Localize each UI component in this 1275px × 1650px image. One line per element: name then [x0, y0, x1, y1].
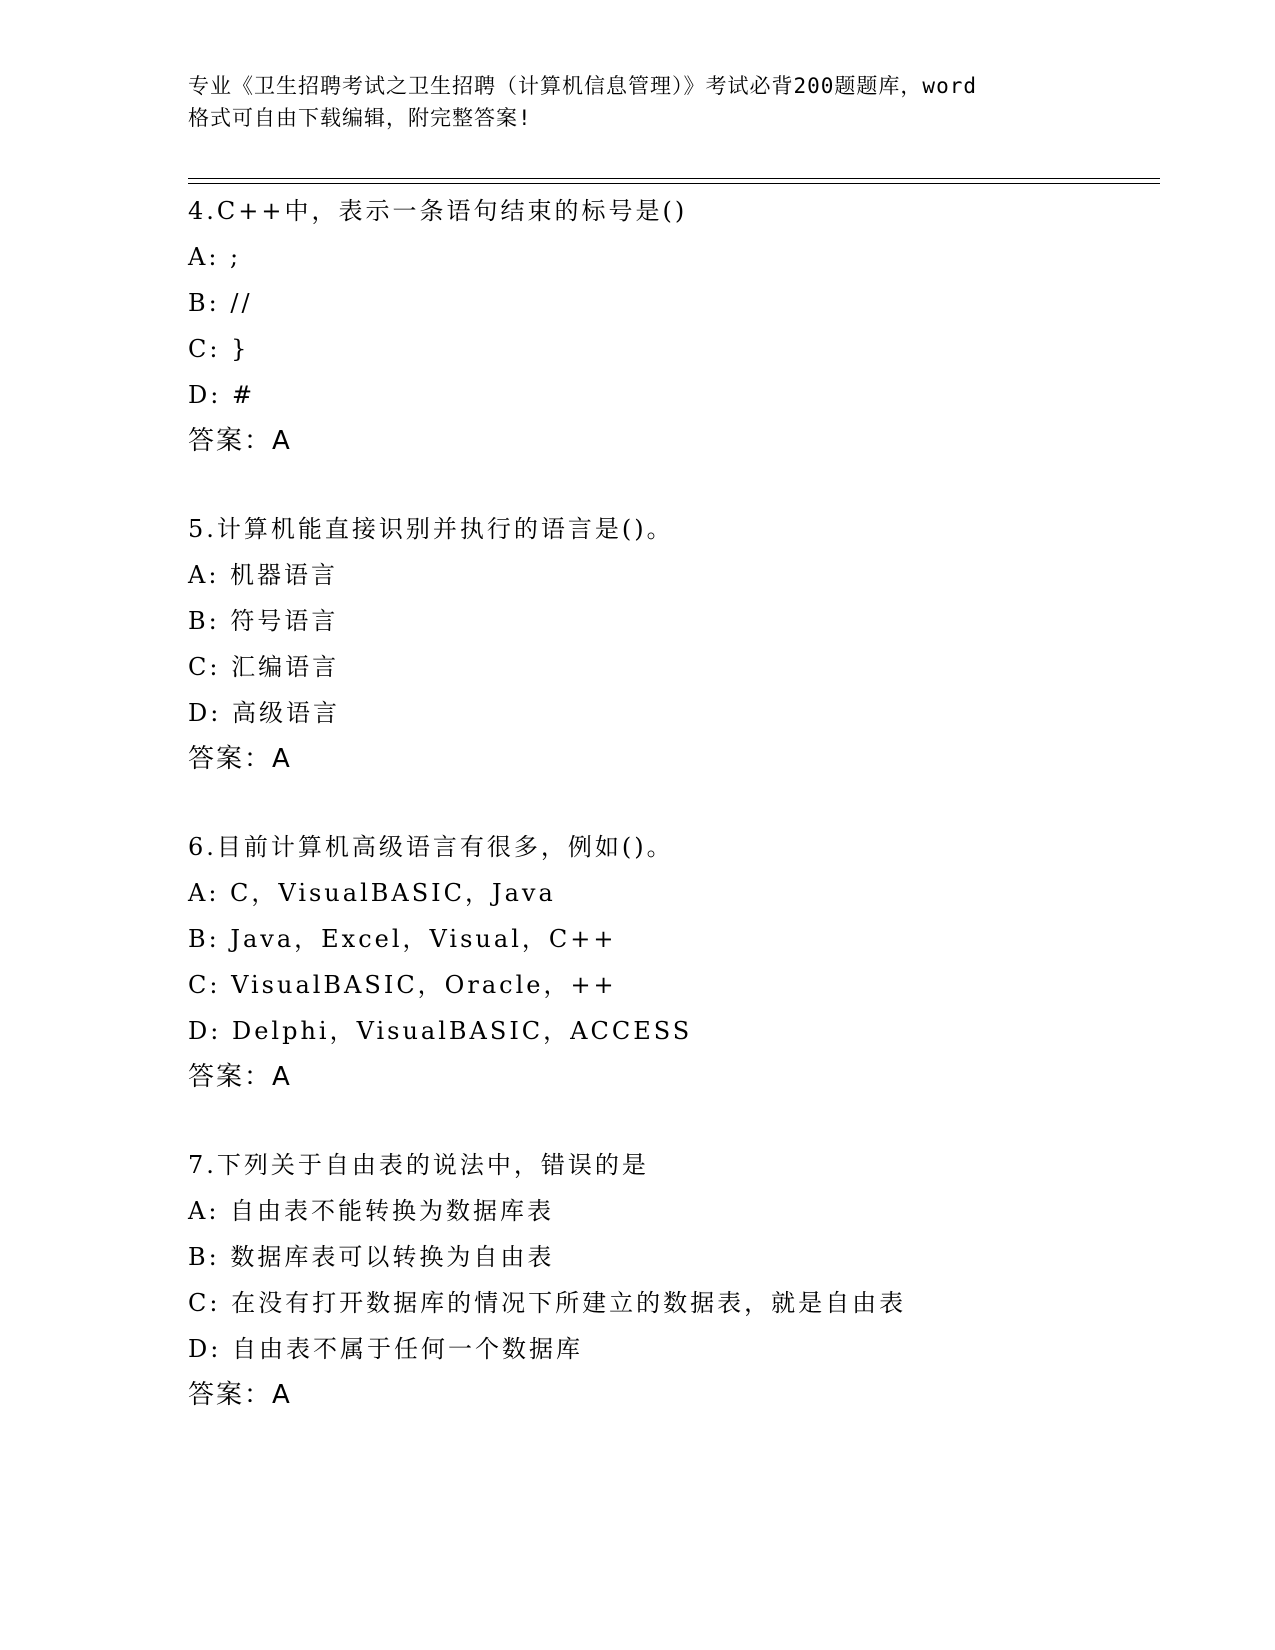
question-block	[188, 506, 1188, 782]
answer-line: 答案：A	[188, 426, 292, 456]
answer-line: 答案：A	[188, 1062, 292, 1092]
header-line-2: 格式可自由下载编辑，附完整答案!	[188, 106, 532, 130]
option-c: C: 在没有打开数据库的情况下所建立的数据表，就是自由表	[188, 1289, 907, 1317]
document-header	[188, 70, 1088, 134]
question-block	[188, 1142, 1188, 1418]
option-b: B: Java，Excel，Visual，C++	[188, 925, 617, 953]
option-b: B: 符号语言	[188, 607, 339, 635]
header-divider-bottom	[188, 183, 1160, 184]
question-block	[188, 188, 1188, 464]
question-block	[188, 824, 1188, 1100]
header-divider-top	[188, 178, 1160, 179]
answer-line: 答案：A	[188, 744, 292, 774]
option-a: A: 机器语言	[188, 561, 339, 589]
option-d: D: 自由表不属于任何一个数据库	[188, 1335, 583, 1363]
question-stem: 7.下列关于自由表的说法中，错误的是	[188, 1151, 649, 1179]
option-c: C: }	[188, 335, 250, 363]
option-a: A: ;	[188, 243, 242, 271]
option-a: A: 自由表不能转换为数据库表	[188, 1197, 555, 1225]
option-c: C: 汇编语言	[188, 653, 340, 681]
question-stem: 4.C++中，表示一条语句结束的标号是()	[188, 197, 688, 225]
option-d: D: Delphi，VisualBASIC，ACCESS	[188, 1017, 693, 1045]
option-c: C: VisualBASIC，Oracle，++	[188, 971, 617, 999]
header-line-1: 专业《卫生招聘考试之卫生招聘（计算机信息管理）》考试必背200题题库，word	[188, 74, 977, 98]
option-d: D: #	[188, 381, 256, 409]
option-b: B: //	[188, 289, 253, 317]
option-a: A: C，VisualBASIC，Java	[188, 879, 556, 907]
option-b: B: 数据库表可以转换为自由表	[188, 1243, 555, 1271]
question-stem: 6.目前计算机高级语言有很多，例如()。	[188, 833, 674, 861]
option-d: D: 高级语言	[188, 699, 340, 727]
answer-line: 答案：A	[188, 1380, 292, 1410]
question-stem: 5.计算机能直接识别并执行的语言是()。	[188, 515, 674, 543]
